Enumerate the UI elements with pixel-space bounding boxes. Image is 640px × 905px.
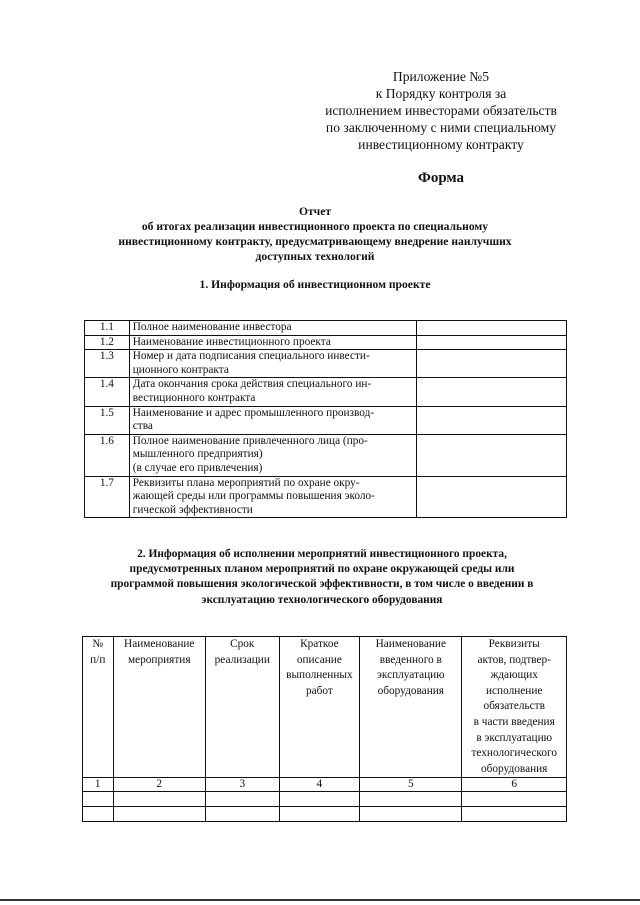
empty-row <box>83 807 567 822</box>
column-number: 6 <box>462 778 567 792</box>
appendix-line: по заключенному с ними специальному <box>325 120 557 135</box>
row-value-cell <box>417 434 567 476</box>
empty-cell <box>83 807 114 822</box>
row-number: 1.6 <box>85 434 130 476</box>
row-value-cell <box>417 335 567 350</box>
row-label-line: жающей среды или программы повышения эколо- <box>132 490 375 503</box>
row-label-line: Наименование инвестиционного проекта <box>132 335 331 348</box>
table-row <box>85 335 567 350</box>
column-header-line: ждающих <box>490 669 538 682</box>
appendix-line: к Порядку контроля за <box>375 86 507 101</box>
section2-heading-line: программой повышения экологической эффективности, в том числе о введении в <box>110 578 534 591</box>
empty-cell <box>205 807 279 822</box>
row-label <box>129 406 416 434</box>
empty-cell <box>113 792 205 807</box>
row-value-cell <box>417 321 567 336</box>
column-number: 5 <box>360 778 462 792</box>
section2-heading-line: 2. Информация об исполнении мероприятий инвестиционного проекта, <box>137 548 507 560</box>
row-label <box>129 378 416 406</box>
column-header-line: обязательств <box>483 700 545 713</box>
empty-cell <box>279 807 360 822</box>
row-label <box>129 434 416 476</box>
column-header-line: работ <box>305 684 333 697</box>
table-row <box>85 378 567 406</box>
column-header-line: в эксплуатацию <box>476 731 553 744</box>
section1-heading: 1. Информация об инвестиционном проекте <box>199 278 431 291</box>
report-title-line: Отчет <box>298 205 332 218</box>
row-value-cell <box>417 476 567 518</box>
activities-table <box>82 636 567 822</box>
column-header-line: мероприятия <box>127 653 191 666</box>
empty-row <box>83 792 567 807</box>
row-number: 1.2 <box>85 335 130 350</box>
table-row <box>85 434 567 476</box>
column-header-line: в части введения <box>473 715 555 728</box>
column-number: 2 <box>113 778 205 792</box>
row-number: 1.1 <box>85 321 130 336</box>
row-label <box>129 321 416 336</box>
column-header-line: № <box>92 638 104 650</box>
row-label-line: мышленного предприятия) <box>132 448 263 461</box>
column-header-line: технологического <box>471 747 557 760</box>
empty-cell <box>279 792 360 807</box>
column-header-line: п/п <box>90 653 106 666</box>
report-title <box>80 204 550 264</box>
appendix-line: инвестиционному контракту <box>358 137 524 152</box>
column-number: 1 <box>83 778 114 792</box>
column-header-line: описание <box>296 653 342 666</box>
empty-cell <box>462 792 567 807</box>
row-label-line: Полное наименование привлеченного лица (про- <box>132 434 368 447</box>
empty-cell <box>205 792 279 807</box>
empty-cell <box>360 792 462 807</box>
column-number: 3 <box>205 778 279 792</box>
table-header-row <box>83 637 567 778</box>
appendix-line: Приложение №5 <box>392 69 490 84</box>
row-label-line: (в случае его привлечения) <box>132 461 263 474</box>
appendix-line: исполнением инвесторами обязательств <box>325 103 557 118</box>
row-label <box>129 350 416 378</box>
row-label-line: Номер и дата подписания специального инвести- <box>132 350 370 363</box>
column-header <box>113 637 205 778</box>
column-header <box>462 637 567 778</box>
table-row <box>85 350 567 378</box>
section2-heading <box>62 547 582 608</box>
report-title-line: доступных технологий <box>255 250 375 263</box>
row-label-line: Полное наименование инвестора <box>132 321 292 333</box>
column-header-line: эксплуатацию <box>377 669 445 682</box>
table-row <box>85 321 567 336</box>
column-header-line: реализации <box>214 653 270 666</box>
row-label-line: вестиционного контракта <box>132 391 256 404</box>
row-value-cell <box>417 378 567 406</box>
report-title-line: об итогах реализации инвестиционного проекта по специальному <box>141 220 489 233</box>
column-header-line: оборудования <box>377 684 444 697</box>
column-header <box>205 637 279 778</box>
section2-heading-line: эксплуатацию технологического оборудования <box>201 593 443 606</box>
report-title-line: инвестиционному контракту, предусматривающему внедрение наилучших <box>118 235 512 248</box>
row-number: 1.7 <box>85 476 130 518</box>
column-header-line: исполнение <box>486 684 543 697</box>
column-header-line: выполненных <box>286 669 353 682</box>
row-number: 1.3 <box>85 350 130 378</box>
row-value-cell <box>417 406 567 434</box>
column-number: 4 <box>279 778 360 792</box>
row-label-line: ства <box>132 420 153 433</box>
empty-cell <box>360 807 462 822</box>
column-header-line: Краткое <box>300 638 339 650</box>
column-header <box>279 637 360 778</box>
empty-cell <box>462 807 567 822</box>
row-label-line: ционного контракта <box>132 363 229 376</box>
row-label <box>129 476 416 518</box>
column-header-line: Наименование <box>124 638 195 650</box>
row-label-line: Реквизиты плана мероприятий по охране окру- <box>132 476 360 489</box>
column-header-line: актов, подтвер- <box>477 653 551 666</box>
empty-cell <box>83 792 114 807</box>
row-label <box>129 335 416 350</box>
appendix-header <box>300 68 582 153</box>
column-header <box>83 637 114 778</box>
column-header-line: Наименование <box>375 638 446 650</box>
column-header <box>360 637 462 778</box>
empty-cell <box>113 807 205 822</box>
row-number: 1.4 <box>85 378 130 406</box>
table-row <box>85 406 567 434</box>
project-info-table <box>84 320 567 518</box>
table-row <box>85 476 567 518</box>
page-bottom-border <box>0 899 640 901</box>
row-value-cell <box>417 350 567 378</box>
column-header-line: Срок <box>230 638 255 650</box>
form-label: Форма <box>417 170 465 186</box>
column-header-line: Реквизиты <box>488 638 540 650</box>
row-label-line: гической эффективности <box>132 503 253 516</box>
column-number-row <box>83 778 567 792</box>
section2-heading-line: предусмотренных планом мероприятий по охране окружающей среды или <box>129 563 515 576</box>
row-label-line: Наименование и адрес промышленного производ- <box>132 406 375 419</box>
column-header-line: оборудования <box>481 762 548 775</box>
column-header-line: введенного в <box>379 653 442 666</box>
row-number: 1.5 <box>85 406 130 434</box>
row-label-line: Дата окончания срока действия специального ин- <box>132 378 372 391</box>
